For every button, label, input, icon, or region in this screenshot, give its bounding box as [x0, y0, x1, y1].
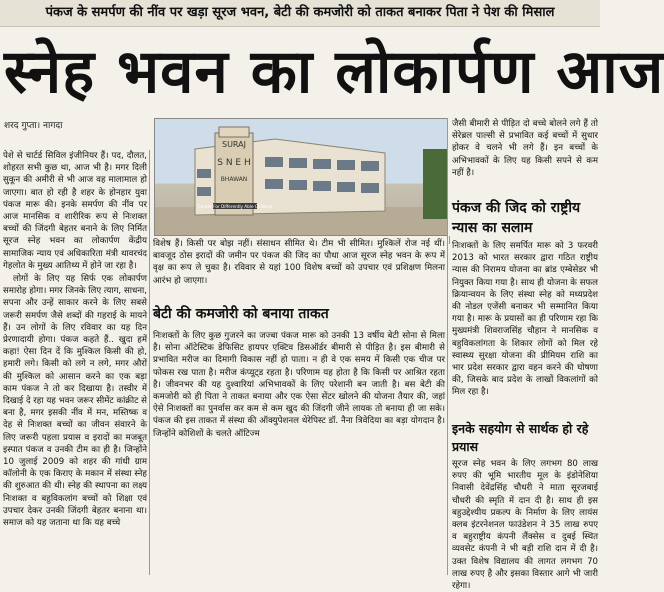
middle-column-bottom: निःशक्तों के लिए कुछ गुजरने का जज्बा पंकज मारू को उनकी 13 वर्षीय बेटी सोना से मिला है। सोना ऑटेस्टिक डेफिसिट हायपर एक्टिव डिसऑर्डर बीमारी से पीड़ित है। इस बीमारी से प्रभावित मरीज का दिमागी विकास नहीं हो पाता। न ही वे एक समय में किसी एक चीज पर फोकस रख पाता है। मरीज कंप्यूट्ड रहता है। परिणाम यह होता है कि किसी पर आश्रित रहता है। जीवनभर की यह दुश्वारियां अभिभावकों के लिए परेशानी बन जाती है। बस बेटी की कमजोरी को ही पिता ने ताकत बनाया और एक ऐसा सेंटर खोलने की योजना तैयार की, जहां ऐसे निःशक्तों का पुनर्वास कर कम से कम खुद की जिंदगी जीने लायक तो बनाया ही जा सके। पंकज की इस ताकत में संस्था की ऑक्युपेशनल थेरेपिस्ट डॉ. नैना त्रिवेदिया का बड़ा योगदान है। जिन्होंने कोशिशों के चलते ऑटिज्म	[153, 331, 445, 439]
kicker-line: पंकज के समर्पण की नींव पर खड़ा सूरज भवन, बेटी की कमजोरी को ताकत बनाकर पिता ने पेश की मिसाल	[0, 0, 600, 27]
right-column-top: जैसी बीमारी से पीड़ित दो बच्चे बोलने लगे हैं तो सेरेब्रल पाल्सी से प्रभावित कई बच्चों में सुधार होकर वे चलने भी लगे हैं। इन बच्चों के अभिभावकों के लिए यह किसी सपने से कम नहीं है।	[452, 119, 598, 178]
byline: शरद गुप्ता। नागदा	[4, 121, 63, 131]
left-column	[3, 150, 147, 575]
sign-top: SURAJ	[222, 140, 246, 149]
column-rule	[149, 150, 150, 575]
right-heading-2: इनके सहयोग से सार्थक हो रहे प्रयास	[452, 421, 589, 454]
left-paragraph-1: पेशे से चार्टर्ड सिविल इंजीनियर हैं। पद, दौलत, शोहरत सभी कुछ था, आज भी है। मगर दिली सुकून की अमीरी से भी आज वह मालामाल हो जाएगा। बात हो रही है शहर के होनहार युवा पंकज मारू की। इनके समर्पण की नींव पर आज मानसिक व शारीरिक रूप से निःशक्त बच्चों की जिंदगी बेहतर बनाने के लिए निर्मित सूरज स्नेह भवन का लोकार्पण केंद्रीय सामाजिक न्याय एवं अधिकारिता मंत्री थावरचंद गेहलोत के मुख्य आतिथ्य में होने जा रहा है।	[3, 151, 147, 271]
right-heading-1: पंकज की जिद को राष्ट्रीय न्यास का सलाम	[452, 200, 581, 236]
column-rule	[447, 118, 448, 575]
headline: स्नेह भवन का लोकार्पण आज	[4, 37, 664, 107]
right-column-bottom: सूरज स्नेह भवन के लिए लगभग 80 लाख रुपए की भूमि भारतीय मूल के इंडोनेशिया निवासी देवेंद्रसिंह चौधरी ने माता सूरजबाई चौधरी की स्मृति में दान दी है। साथ ही इस बहुउद्देश्यीय प्रकल्प के निर्माण के लिए लायंस क्लब इंटरनेशनल फाउंडेशन ने 35 लाख रुपए व बहुराष्ट्रीय कंपनी लैंक्सेस व दुबई स्थित व्यवसेट कंपनी ने भी बड़ी राशि दान में दी है। उक्त विशेष विद्यालय की लागत लगभग 70 लाख रुपए है और इसका विस्तार आगे भी जारी रहेगा।	[452, 459, 598, 592]
sign-bottom: BHAWAN	[220, 176, 248, 183]
sign-caption: Center For Differently Able Children	[197, 204, 273, 209]
middle-column-top: विशेष हैं। किसी पर बोझ नहीं। संसाधन सीमित थे। टीम भी सीमित। मुश्किलें रोज नई थीं। बावजूद ठोस इरादों की जमीन पर पंकज की जिद का पौधा आज सूरज स्नेह भवन के रूप में वृक्ष का रूप ले चुका है। रविवार से यहां 100 विशेष बच्चों को उपचार एवं प्रशिक्षण मिलना आरंभ हो जाएगा।	[153, 239, 445, 286]
middle-heading: बेटी की कमजोरी को बनाया ताकत	[153, 306, 329, 322]
column-rule	[449, 236, 450, 244]
building-photo	[154, 118, 448, 236]
building-illustration	[155, 119, 447, 235]
left-paragraph-2: लोगों के लिए यह सिर्फ एक लोकार्पण समारोह होगा। मगर जिनके लिए त्याग, साधना, सपना और उन्हें साकार करने के लिए सबसे जरूरी समर्पण जैसे शब्दों की गहराई के मायने हैं। उन लोगों के लिए रविवार का यह दिन प्रेरणादायी होगा। पंकज कहते हैं.. खुदा हमें कहा! ऐसा दिन दें कि मुश्किल किसी की हो, हमारी लगे। किसी को लगे न लगे, मगर औरों की मुश्किल को आसान करने का एक बड़ा काम पंकज ने तो कर दिखाया है। तस्वीर में दिखाई दे रहा यह भवन जरूर सीमेंट कांक्रीट से बना है, मगर इसकी नींव में मन, मस्तिष्क व देह से निःशक्त बच्चों का जीवन संवारने के लिए जरूरी पहला प्रयास व इरादों का मजबूत इस्पात पंकज व उनकी टीम का ही है। जिन्होंने 10 जुलाई 2009 को शहर की गांधी ग्राम कॉलोनी के एक किराए के मकान में संस्था स्नेह की शुरुआत की थी। स्नेह की स्थापना का लक्ष्य निःशक्त व बहुविकलांग बच्चों को शिक्षा एवं उपचार देकर उनकी जिंदगी बेहतर बनाना था। समाज को यह जताना था कि यह बच्चे	[3, 274, 147, 529]
right-column-mid: निःशक्तों के लिए समर्पित मारू को 3 फरवरी 2013 को भारत सरकार द्वारा गठित राष्ट्रीय न्यास की निरामय योजना का ब्रांड एम्बेसेडर भी नियुक्त किया गया है। साथ ही योजना के सफल क्रियान्वयन के लिए संस्था स्नेह को मध्यप्रदेश की नोडल एजेंसी बनाकर भी सम्मानित किया गया है। मारू के प्रयासों का ही परिणाम रहा कि मुख्यमंत्री शिवराजसिंह चौहान ने मानसिक व बहुविकलांगता के शिकार लोगों को मिल रहे स्वास्थ्य सुरक्षा योजना की प्रीमियम राशि का भार प्रदेश सरकार द्वारा वहन करने की घोषणा की, जिसके बाद प्रदेश के लाखों विकलांगों को मिल रहा है।	[452, 241, 598, 398]
sign-side: S N E H	[217, 158, 251, 168]
